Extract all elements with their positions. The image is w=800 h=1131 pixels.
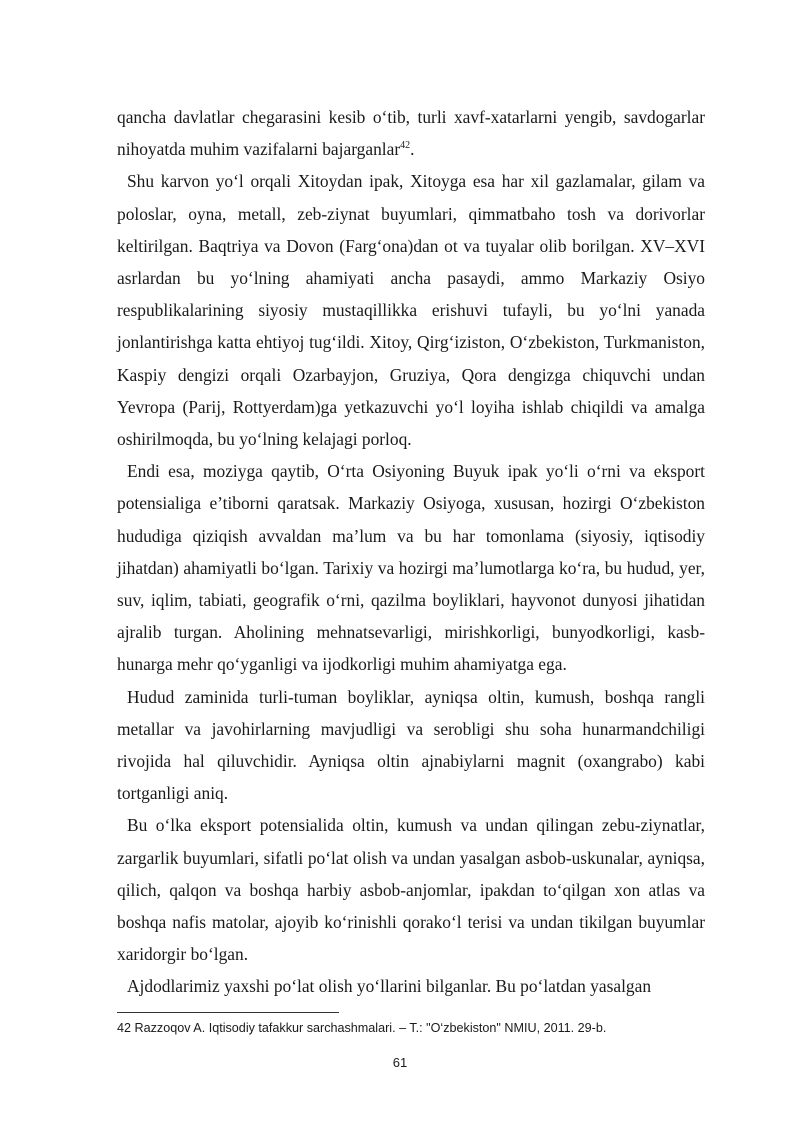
page-number: 61 [392, 1055, 408, 1070]
paragraph-2: Shu karvon yo‘l orqali Xitoydan ipak, Xitoyga esa har xil gazlamalar, gilam va poloslar, oyna, metall, zeb-ziynat buyumlari, qimmatbaho tosh va dorivorlar keltirilgan. Baqtriya va Dovon (Farg‘ona)dan ot va tuyalar olib borilgan. XV–XVI asrlardan bu yo‘lning ahamiyati ancha pasaydi, ammo Markaziy Osiyo respublikalarining siyosiy mustaqillikka erishuvi tufayli, bu yo‘lni yanada jonlantirishga katta ehtiyoj tug‘ildi. Xitoy, Qirg‘iziston, O‘zbekiston, Turkmaniston, Kaspiy dengizi orqali Ozarbayjon, Gruziya, Qora dengizga chiquvchi undan Yevropa (Parij, Rottyerdam)ga yetkazuvchi yo‘l loyiha ishlab chiqildi va amalga oshirilmoqda, bu yo‘lning kelajagi porloq. [117, 171, 705, 450]
paragraph-1-end: . [410, 139, 415, 160]
paragraph-1 [117, 101, 705, 165]
body-text [117, 101, 705, 1003]
paragraph-4: Hudud zaminida turli-tuman boyliklar, ayniqsa oltin, kumush, boshqa rangli metallar va javohirlarning mavjudligi va serobligi shu soha hunarmandchiligi rivojida hal qiluvchidir. Ayniqsa oltin ajnabiylarni magnit (oxangrabo) kabi tortganligi aniq. [117, 686, 705, 804]
paragraph-6: Ajdodlarimiz yaxshi po‘lat olish yo‘llarini bilganlar. Bu po‘latdan yasalgan [127, 976, 652, 997]
paragraph-1-text: qancha davlatlar chegarasini kesib o‘tib, turli xavf-xatarlarni yengib, savdogarlar nihoyatda muhim vazifalarni bajarganlar [117, 107, 705, 160]
footnote-reference[interactable]: 42 [400, 140, 411, 152]
paragraph-3: Endi esa, moziyga qaytib, O‘rta Osiyoning Buyuk ipak yo‘li o‘rni va eksport potensialiga e’tiborni qaratsak. Markaziy Osiyoga, xususan, hozirgi O‘zbekiston hududiga qiziqish avvaldan ma’lum va bu har tomonlama (siyosiy, iqtisodiy jihatdan) ahamiyatli bo‘lgan. Tarixiy va hozirgi ma’lumotlarga ko‘ra, bu hudud, yer, suv, iqlim, tabiati, geografik o‘rni, qazilma boyliklari, hayvonot dunyosi jihatidan ajralib turgan. Aholining mehnatsevarligi, mirishkorligi, bunyodkorligi, kasb- hunarga mehr qo‘yganligi va ijodkorligi muhim ahamiyatga ega. [117, 461, 705, 675]
footnote: 42 Razzoqov A. Iqtisodiy tafakkur sarchashmalari. – T.: "O‘zbekiston" NMIU, 2011. 29-b. [117, 1021, 607, 1035]
footnote-divider [117, 1012, 339, 1013]
paragraph-5: Bu o‘lka eksport potensialida oltin, kumush va undan qilingan zebu-ziynatlar, zargarlik buyumlari, sifatli po‘lat olish va undan yasalgan asbob-uskunalar, ayniqsa, qilich, qalqon va boshqa harbiy asbob-anjomlar, ipakdan to‘qilgan xon atlas va boshqa nafis matolar, ajoyib ko‘rinishli qorako‘l terisi va undan tikilgan buyumlar xaridorgir bo‘lgan. [117, 815, 705, 965]
